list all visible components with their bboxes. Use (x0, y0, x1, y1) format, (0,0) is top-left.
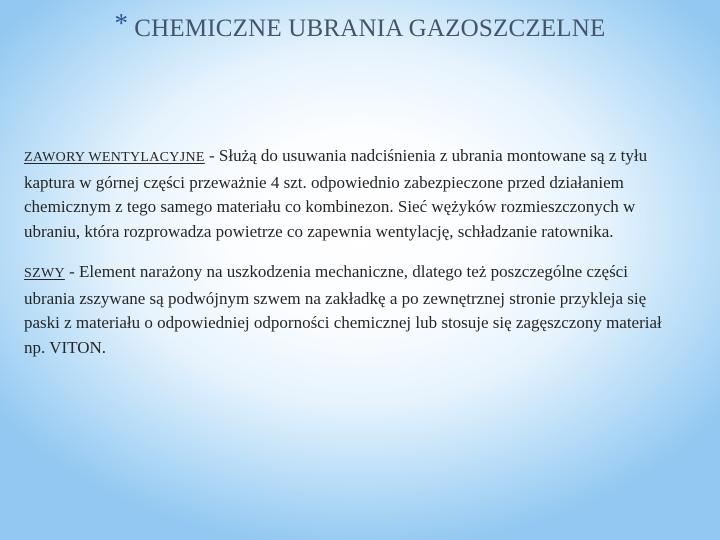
slide-body (24, 144, 664, 376)
description-seams: - Element narażony na uszkodzenia mechaniczne, dlatego też poszczególne części ubrania zszywane są podwójnym szwem na zakładkę a po zewnętrznej stronie przykleja się paski z materiału o odpowiedniej odporności chemicznej lub stosuje się zagęszczony materiał np. VITON. (24, 262, 662, 357)
description-valves: - Służą do usuwania nadciśnienia z ubrania montowane są z tyłu kaptura w górnej części przeważnie 4 szt. odpowiednio zabezpieczone przed działaniem chemicznym z tego samego materiału co kombinezon. Sieć wężyków rozmieszczonych w ubraniu, która rozprowadza powietrze co zapewnia wentylację, schładzanie ratownika. (24, 146, 648, 241)
title-bullet-icon: * (114, 8, 129, 38)
term-valves: ZAWORY WENTYLACYJNE (24, 150, 205, 165)
paragraph-valves (24, 144, 664, 244)
title-text: CHEMICZNE UBRANIA GAZOSZCZELNE (134, 15, 606, 42)
slide-title (0, 8, 720, 43)
term-seams: SZWY (24, 266, 65, 281)
paragraph-seams (24, 260, 664, 360)
